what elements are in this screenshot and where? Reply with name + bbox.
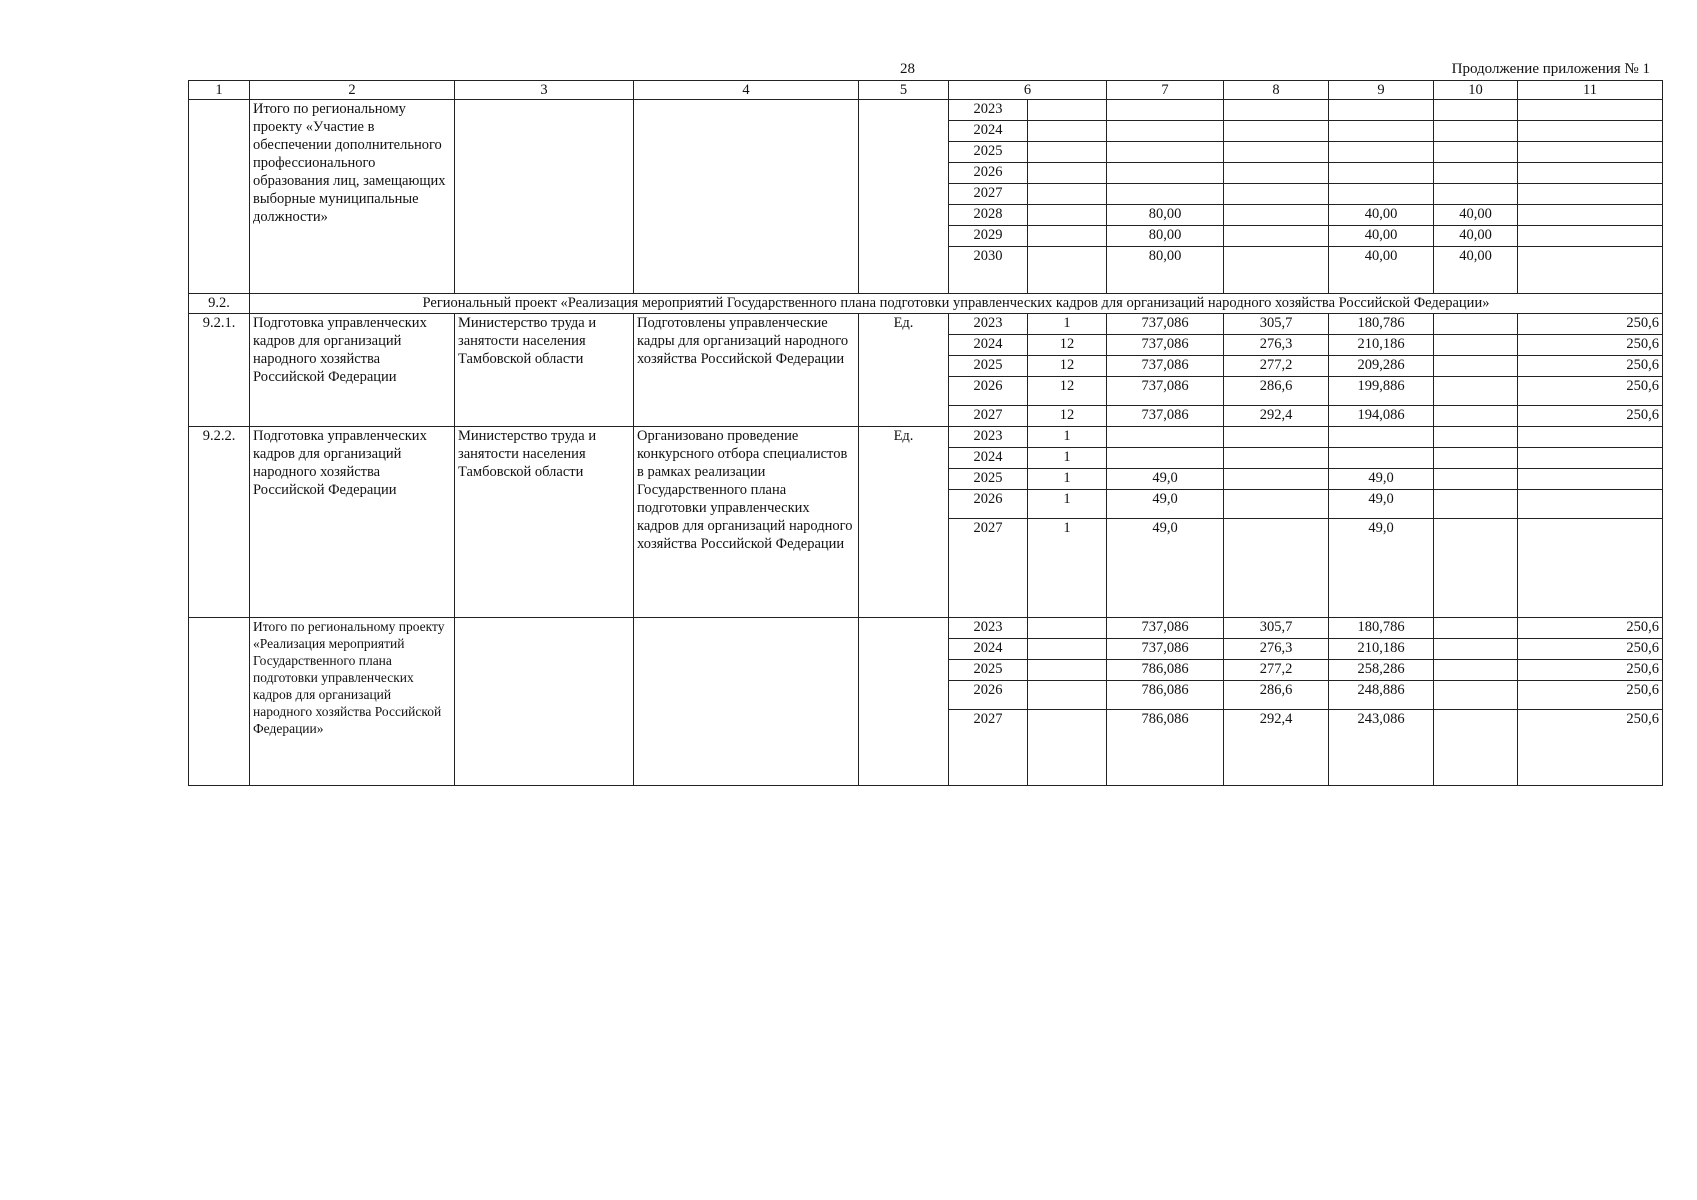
federal-cell: 276,3 <box>1224 335 1329 356</box>
total-cell: 49,0 <box>1107 490 1224 519</box>
item-name: Подготовка управленческих кадров для организаций народного хозяйства Российской Федерации <box>250 314 455 427</box>
year-cell: 2027 <box>949 406 1028 427</box>
local-cell <box>1434 335 1518 356</box>
year-cell: 2023 <box>949 618 1028 639</box>
quantity-cell: 12 <box>1028 377 1107 406</box>
regional-cell <box>1329 427 1434 448</box>
year-cell: 2026 <box>949 681 1028 710</box>
total-cell: 737,086 <box>1107 406 1224 427</box>
regional-cell: 49,0 <box>1329 469 1434 490</box>
unit-cell <box>859 618 949 786</box>
regional-cell <box>1329 142 1434 163</box>
item-unit: Ед. <box>859 427 949 618</box>
item-number: 9.2.1. <box>189 314 250 427</box>
item-result: Организовано проведение конкурсного отбора специалистов в рамках реализации Государственного плана подготовки управленческих кадров для организаций народного хозяйства Российской Федерации <box>634 427 859 618</box>
quantity-cell: 12 <box>1028 356 1107 377</box>
regional-cell: 210,186 <box>1329 639 1434 660</box>
continuation-note: Продолжение приложения № 1 <box>1451 61 1650 77</box>
local-cell <box>1434 618 1518 639</box>
quantity-cell <box>1028 205 1107 226</box>
regional-cell: 194,086 <box>1329 406 1434 427</box>
year-cell: 2025 <box>949 469 1028 490</box>
other-cell <box>1518 448 1663 469</box>
table-row <box>189 100 1663 121</box>
table-row <box>189 618 1663 639</box>
quantity-cell <box>1028 681 1107 710</box>
other-cell: 250,6 <box>1518 660 1663 681</box>
year-cell: 2023 <box>949 314 1028 335</box>
total-cell: 80,00 <box>1107 247 1224 294</box>
other-cell: 250,6 <box>1518 406 1663 427</box>
other-cell <box>1518 519 1663 618</box>
regional-cell: 40,00 <box>1329 247 1434 294</box>
federal-cell <box>1224 519 1329 618</box>
regional-cell: 209,286 <box>1329 356 1434 377</box>
quantity-cell <box>1028 184 1107 205</box>
column-header: 10 <box>1434 81 1518 100</box>
column-header: 6 <box>949 81 1107 100</box>
other-cell: 250,6 <box>1518 639 1663 660</box>
year-cell: 2025 <box>949 356 1028 377</box>
other-cell <box>1518 142 1663 163</box>
other-cell <box>1518 205 1663 226</box>
other-cell: 250,6 <box>1518 377 1663 406</box>
local-cell <box>1434 406 1518 427</box>
table-row <box>189 314 1663 335</box>
regional-cell: 49,0 <box>1329 490 1434 519</box>
total-cell <box>1107 448 1224 469</box>
item-result: Подготовлены управленческие кадры для организаций народного хозяйства Российской Федерации <box>634 314 859 427</box>
total-9-1-name: Итого по региональному проекту «Участие в обеспечении дополнительного профессионального образования лиц, замещающих выборные муниципальные должности» <box>250 100 455 294</box>
federal-cell: 305,7 <box>1224 618 1329 639</box>
federal-cell: 305,7 <box>1224 314 1329 335</box>
quantity-cell: 1 <box>1028 490 1107 519</box>
federal-cell <box>1224 100 1329 121</box>
federal-cell <box>1224 490 1329 519</box>
federal-cell <box>1224 142 1329 163</box>
local-cell <box>1434 427 1518 448</box>
quantity-cell: 1 <box>1028 469 1107 490</box>
quantity-cell <box>1028 163 1107 184</box>
total-cell: 737,086 <box>1107 314 1224 335</box>
other-cell <box>1518 184 1663 205</box>
section-title: Региональный проект «Реализация мероприятий Государственного плана подготовки управленческих кадров для организаций народного хозяйства Российской Федерации» <box>250 294 1663 314</box>
local-cell <box>1434 469 1518 490</box>
federal-cell <box>1224 247 1329 294</box>
regional-cell <box>1329 163 1434 184</box>
total-cell <box>1107 100 1224 121</box>
quantity-cell <box>1028 618 1107 639</box>
regional-cell: 248,886 <box>1329 681 1434 710</box>
column-header: 1 <box>189 81 250 100</box>
federal-cell <box>1224 163 1329 184</box>
federal-cell <box>1224 205 1329 226</box>
quantity-cell: 12 <box>1028 406 1107 427</box>
local-cell <box>1434 377 1518 406</box>
appendix-table <box>188 80 1663 786</box>
regional-cell: 40,00 <box>1329 205 1434 226</box>
column-header: 8 <box>1224 81 1329 100</box>
regional-cell: 180,786 <box>1329 618 1434 639</box>
local-cell <box>1434 639 1518 660</box>
regional-cell: 180,786 <box>1329 314 1434 335</box>
row-number <box>189 100 250 294</box>
quantity-cell <box>1028 226 1107 247</box>
other-cell: 250,6 <box>1518 681 1663 710</box>
year-cell: 2024 <box>949 121 1028 142</box>
year-cell: 2027 <box>949 184 1028 205</box>
year-cell: 2026 <box>949 490 1028 519</box>
federal-cell <box>1224 184 1329 205</box>
column-header: 7 <box>1107 81 1224 100</box>
local-cell <box>1434 163 1518 184</box>
total-cell <box>1107 121 1224 142</box>
executor-cell <box>455 618 634 786</box>
total-cell: 49,0 <box>1107 469 1224 490</box>
quantity-cell: 1 <box>1028 427 1107 448</box>
federal-cell: 277,2 <box>1224 356 1329 377</box>
federal-cell <box>1224 427 1329 448</box>
other-cell: 250,6 <box>1518 710 1663 786</box>
year-cell: 2024 <box>949 448 1028 469</box>
total-cell <box>1107 163 1224 184</box>
item-executor: Министерство труда и занятости населения Тамбовской области <box>455 427 634 618</box>
regional-cell: 49,0 <box>1329 519 1434 618</box>
federal-cell <box>1224 121 1329 142</box>
unit-cell <box>859 100 949 294</box>
other-cell: 250,6 <box>1518 335 1663 356</box>
year-cell: 2026 <box>949 377 1028 406</box>
year-cell: 2028 <box>949 205 1028 226</box>
column-header: 2 <box>250 81 455 100</box>
federal-cell: 286,6 <box>1224 681 1329 710</box>
year-cell: 2025 <box>949 660 1028 681</box>
quantity-cell <box>1028 639 1107 660</box>
year-cell: 2029 <box>949 226 1028 247</box>
other-cell <box>1518 490 1663 519</box>
column-header: 9 <box>1329 81 1434 100</box>
total-cell <box>1107 427 1224 448</box>
year-cell: 2024 <box>949 335 1028 356</box>
year-cell: 2024 <box>949 639 1028 660</box>
year-cell: 2025 <box>949 142 1028 163</box>
total-cell: 80,00 <box>1107 226 1224 247</box>
federal-cell <box>1224 448 1329 469</box>
other-cell <box>1518 163 1663 184</box>
other-cell <box>1518 100 1663 121</box>
item-executor: Министерство труда и занятости населения Тамбовской области <box>455 314 634 427</box>
federal-cell: 286,6 <box>1224 377 1329 406</box>
regional-cell: 40,00 <box>1329 226 1434 247</box>
section-title-row <box>189 294 1663 314</box>
row-number <box>189 618 250 786</box>
year-cell: 2027 <box>949 710 1028 786</box>
federal-cell: 276,3 <box>1224 639 1329 660</box>
regional-cell <box>1329 100 1434 121</box>
local-cell <box>1434 660 1518 681</box>
executor-cell <box>455 100 634 294</box>
quantity-cell <box>1028 710 1107 786</box>
total-cell: 49,0 <box>1107 519 1224 618</box>
total-cell <box>1107 142 1224 163</box>
local-cell <box>1434 490 1518 519</box>
regional-cell <box>1329 121 1434 142</box>
total-9-2-name: Итого по региональному проекту «Реализация мероприятий Государственного плана подготовки управленческих кадров для организаций народного хозяйства Российской Федерации» <box>250 618 455 786</box>
local-cell <box>1434 356 1518 377</box>
total-cell: 80,00 <box>1107 205 1224 226</box>
total-cell: 737,086 <box>1107 618 1224 639</box>
column-header: 4 <box>634 81 859 100</box>
other-cell: 250,6 <box>1518 618 1663 639</box>
local-cell <box>1434 100 1518 121</box>
local-cell: 40,00 <box>1434 205 1518 226</box>
item-name: Подготовка управленческих кадров для организаций народного хозяйства Российской Федерации <box>250 427 455 618</box>
local-cell <box>1434 448 1518 469</box>
total-cell <box>1107 184 1224 205</box>
quantity-cell: 12 <box>1028 335 1107 356</box>
regional-cell: 210,186 <box>1329 335 1434 356</box>
quantity-cell <box>1028 142 1107 163</box>
year-cell: 2023 <box>949 427 1028 448</box>
regional-cell <box>1329 184 1434 205</box>
total-cell: 737,086 <box>1107 639 1224 660</box>
quantity-cell <box>1028 247 1107 294</box>
federal-cell: 292,4 <box>1224 710 1329 786</box>
total-cell: 737,086 <box>1107 377 1224 406</box>
year-cell: 2027 <box>949 519 1028 618</box>
section-number: 9.2. <box>189 294 250 314</box>
other-cell <box>1518 247 1663 294</box>
table-row <box>189 427 1663 448</box>
quantity-cell <box>1028 660 1107 681</box>
quantity-cell: 1 <box>1028 448 1107 469</box>
other-cell <box>1518 469 1663 490</box>
federal-cell: 277,2 <box>1224 660 1329 681</box>
regional-cell: 258,286 <box>1329 660 1434 681</box>
local-cell <box>1434 142 1518 163</box>
item-number: 9.2.2. <box>189 427 250 618</box>
column-header-row <box>189 81 1663 100</box>
regional-cell: 243,086 <box>1329 710 1434 786</box>
result-cell <box>634 618 859 786</box>
federal-cell <box>1224 469 1329 490</box>
quantity-cell <box>1028 100 1107 121</box>
year-cell: 2023 <box>949 100 1028 121</box>
local-cell <box>1434 519 1518 618</box>
column-header: 5 <box>859 81 949 100</box>
year-cell: 2030 <box>949 247 1028 294</box>
total-cell: 786,086 <box>1107 681 1224 710</box>
quantity-cell: 1 <box>1028 519 1107 618</box>
other-cell <box>1518 226 1663 247</box>
regional-cell <box>1329 448 1434 469</box>
local-cell: 40,00 <box>1434 226 1518 247</box>
local-cell <box>1434 184 1518 205</box>
local-cell <box>1434 121 1518 142</box>
column-header: 11 <box>1518 81 1663 100</box>
federal-cell <box>1224 226 1329 247</box>
total-cell: 786,086 <box>1107 710 1224 786</box>
federal-cell: 292,4 <box>1224 406 1329 427</box>
other-cell: 250,6 <box>1518 356 1663 377</box>
local-cell <box>1434 710 1518 786</box>
quantity-cell <box>1028 121 1107 142</box>
result-cell <box>634 100 859 294</box>
total-cell: 737,086 <box>1107 335 1224 356</box>
total-cell: 786,086 <box>1107 660 1224 681</box>
quantity-cell: 1 <box>1028 314 1107 335</box>
total-cell: 737,086 <box>1107 356 1224 377</box>
item-unit: Ед. <box>859 314 949 427</box>
year-cell: 2026 <box>949 163 1028 184</box>
local-cell <box>1434 314 1518 335</box>
page-number: 28 <box>900 61 915 77</box>
other-cell <box>1518 121 1663 142</box>
column-header: 3 <box>455 81 634 100</box>
local-cell <box>1434 681 1518 710</box>
other-cell <box>1518 427 1663 448</box>
regional-cell: 199,886 <box>1329 377 1434 406</box>
local-cell: 40,00 <box>1434 247 1518 294</box>
other-cell: 250,6 <box>1518 314 1663 335</box>
